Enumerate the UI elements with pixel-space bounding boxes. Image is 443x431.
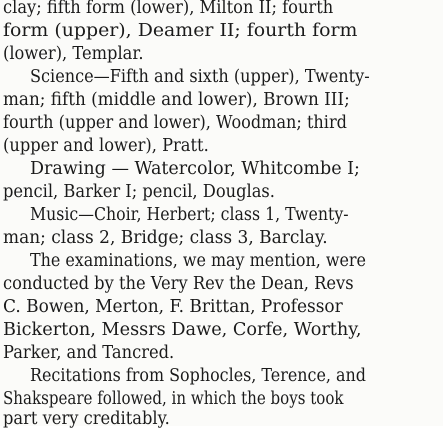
text-line-10: Music—Choir, Herbert; class 1, Twenty-	[30, 205, 349, 225]
text-line-14: C. Bowen, Merton, F. Brittan, Professor	[3, 297, 343, 317]
text-line-19: part very creditably.	[3, 409, 170, 429]
text-line-12: The examinations, we may mention, were	[30, 251, 366, 271]
text-line-3: (lower), Templar.	[3, 44, 144, 64]
text-line-16: Parker, and Tancred.	[3, 343, 175, 363]
text-line-4: Science—Fifth and sixth (upper), Twenty-	[30, 67, 370, 87]
text-line-15: Bickerton, Messrs Dawe, Corfe, Worthy,	[3, 320, 362, 340]
text-line-7: (upper and lower), Pratt.	[3, 136, 209, 156]
text-line-18: Shakspeare followed, in which the boys took	[3, 389, 344, 409]
text-line-17: Recitations from Sophocles, Terence, and	[30, 366, 366, 386]
text-line-13: conducted by the Very Rev the Dean, Revs	[3, 274, 354, 294]
text-line-2: form (upper), Deamer II; fourth form	[3, 21, 358, 41]
text-line-6: fourth (upper and lower), Woodman; third	[3, 113, 347, 133]
text-line-8: Drawing — Watercolor, Whitcombe I;	[30, 159, 360, 179]
text-line-1: clay; fifth form (lower), Milton II; fourth	[3, 0, 334, 18]
text-line-9: pencil, Barker I; pencil, Douglas.	[3, 182, 275, 202]
text-line-5: man; fifth (middle and lower), Brown III;	[3, 90, 350, 110]
text-line-11: man; class 2, Bridge; class 3, Barclay.	[3, 228, 328, 248]
